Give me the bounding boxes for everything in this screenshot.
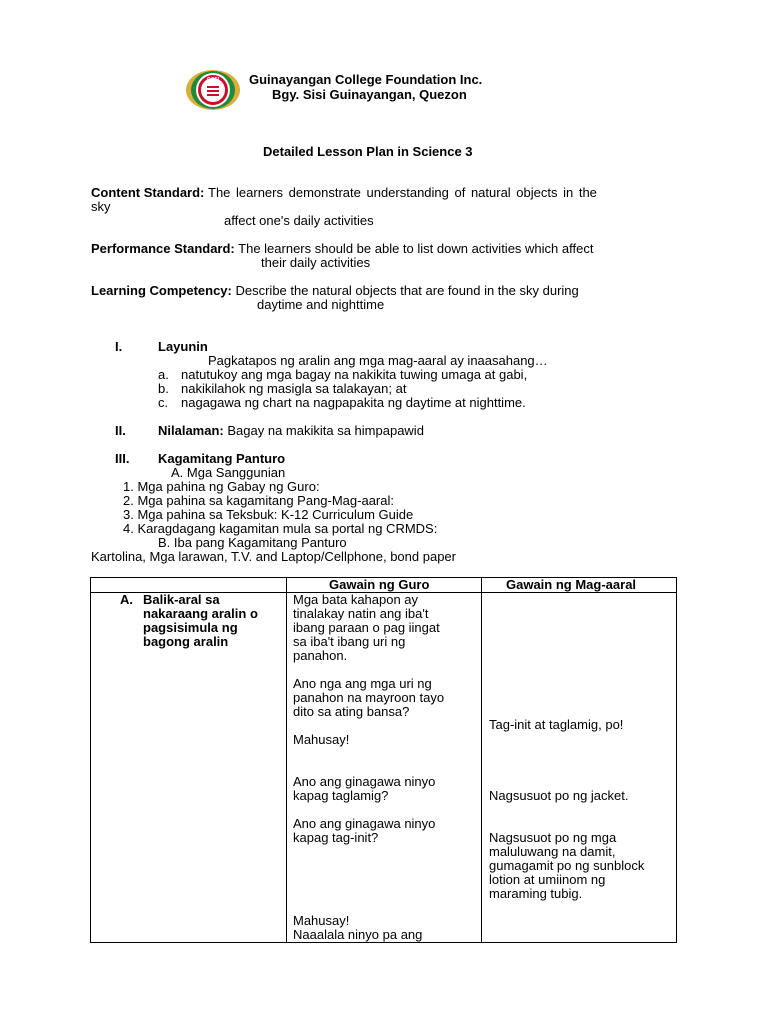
objective-item-b-marker: b.: [158, 381, 169, 396]
content-standard-label: Content Standard:: [91, 185, 205, 200]
teacher-line: tinalakay natin ang iba't: [293, 606, 429, 621]
section2-text: Bagay na makikita sa himpapawid: [227, 423, 424, 438]
teacher-line: Ano ang ginagawa ninyo: [293, 774, 436, 789]
student-line: Nagsusuot po ng mga: [489, 830, 617, 845]
objective-item-a-marker: a.: [158, 367, 169, 382]
objective-item-b: nakikilahok ng masigla sa talakayan; at: [181, 381, 407, 396]
section1-intro: Pagkatapos ng aralin ang mga mag-aaral ay inaasahang…: [208, 353, 548, 368]
teacher-line: Ano nga ang mga uri ng: [293, 676, 432, 691]
section2-content: [158, 423, 424, 438]
column-header-student: Gawain ng Mag-aaral: [506, 577, 637, 592]
reference-item: 4. Karagdagang kagamitan mula sa portal ng CRMDS:: [123, 521, 438, 536]
page-title: Detailed Lesson Plan in Science 3: [263, 144, 473, 159]
teacher-line: panahon.: [293, 648, 348, 663]
performance-standard-line2: their daily activities: [261, 255, 371, 270]
learning-competency-label: Learning Competency:: [91, 283, 232, 298]
logo-text: GCFI: [207, 77, 219, 83]
table-divider: [481, 578, 482, 942]
section2-numeral: II.: [115, 423, 126, 438]
performance-standard-text: The learners should be able to list down activities which affect: [238, 241, 594, 256]
student-line: maluluwang na damit,: [489, 844, 616, 859]
other-materials-heading: B. Iba pang Kagamitang Panturo: [158, 535, 347, 550]
reference-item: 2. Mga pahina sa kagamitang Pang-Mag-aaral:: [123, 493, 394, 508]
column-header-teacher: Gawain ng Guro: [329, 577, 430, 592]
row-label-line: nakaraang aralin o: [143, 606, 258, 621]
reference-item: 1. Mga pahina ng Gabay ng Guro:: [123, 479, 320, 494]
row-label-line: Balik-aral sa: [143, 592, 220, 607]
objective-item-c-marker: c.: [158, 395, 169, 410]
section3-numeral: III.: [115, 451, 130, 466]
teacher-line: Mahusay!: [293, 913, 350, 928]
references-heading: A. Mga Sanggunian: [171, 465, 286, 480]
school-address: Bgy. Sisi Guinayangan, Quezon: [272, 87, 467, 102]
student-line: Tag-init at taglamig, po!: [489, 717, 624, 732]
teacher-line: dito sa ating bansa?: [293, 704, 410, 719]
teacher-line: Ano ang ginagawa ninyo: [293, 816, 436, 831]
student-line: lotion at umiinom ng: [489, 872, 606, 887]
learning-competency: [91, 283, 579, 298]
performance-standard: [91, 241, 593, 256]
materials-list: Kartolina, Mga larawan, T.V. and Laptop/Cellphone, bond paper: [91, 549, 456, 564]
teacher-line: sa iba't ibang uri ng: [293, 634, 406, 649]
section2-heading: Nilalaman:: [158, 423, 224, 438]
content-standard-line3: affect one's daily activities: [224, 213, 374, 228]
performance-standard-label: Performance Standard:: [91, 241, 235, 256]
row-marker: A.: [120, 592, 133, 607]
student-line: maraming tubig.: [489, 886, 583, 901]
content-standard: [91, 185, 677, 200]
objective-item-a: natutukoy ang mga bagay na nakikita tuwing umaga at gabi,: [181, 367, 528, 382]
table-divider: [286, 578, 287, 942]
content-standard-line2: sky: [91, 199, 111, 214]
content-standard-text: The learners demonstrate understanding of natural objects in the: [208, 185, 597, 200]
student-line: Nagsusuot po ng jacket.: [489, 788, 629, 803]
student-line: gumagamit po ng sunblock: [489, 858, 645, 873]
teacher-line: ibang paraan o pag iingat: [293, 620, 440, 635]
row-label-line: pagsisimula ng: [143, 620, 238, 635]
section1-numeral: I.: [115, 339, 123, 354]
teacher-line: Mahusay!: [293, 732, 350, 747]
objective-item-c: nagagawa ng chart na nagpapakita ng daytime at nighttime.: [181, 395, 526, 410]
activities-table: [90, 577, 677, 943]
teacher-line: kapag tag-init?: [293, 830, 379, 845]
teacher-line: panahon na mayroon tayo: [293, 690, 445, 705]
reference-item: 3. Mga pahina sa Teksbuk: K-12 Curriculum Guide: [123, 507, 414, 522]
teacher-line: Naaalala ninyo pa ang: [293, 927, 423, 942]
learning-competency-line2: daytime and nighttime: [257, 297, 385, 312]
teacher-line: Mga bata kahapon ay: [293, 592, 419, 607]
row-label-line: bagong aralin: [143, 634, 229, 649]
teacher-line: kapag taglamig?: [293, 788, 389, 803]
school-logo: [185, 69, 241, 111]
section3-heading: Kagamitang Panturo: [158, 451, 286, 466]
learning-competency-text: Describe the natural objects that are found in the sky during: [235, 283, 579, 298]
section1-heading: Layunin: [158, 339, 208, 354]
school-name: Guinayangan College Foundation Inc.: [249, 72, 483, 87]
